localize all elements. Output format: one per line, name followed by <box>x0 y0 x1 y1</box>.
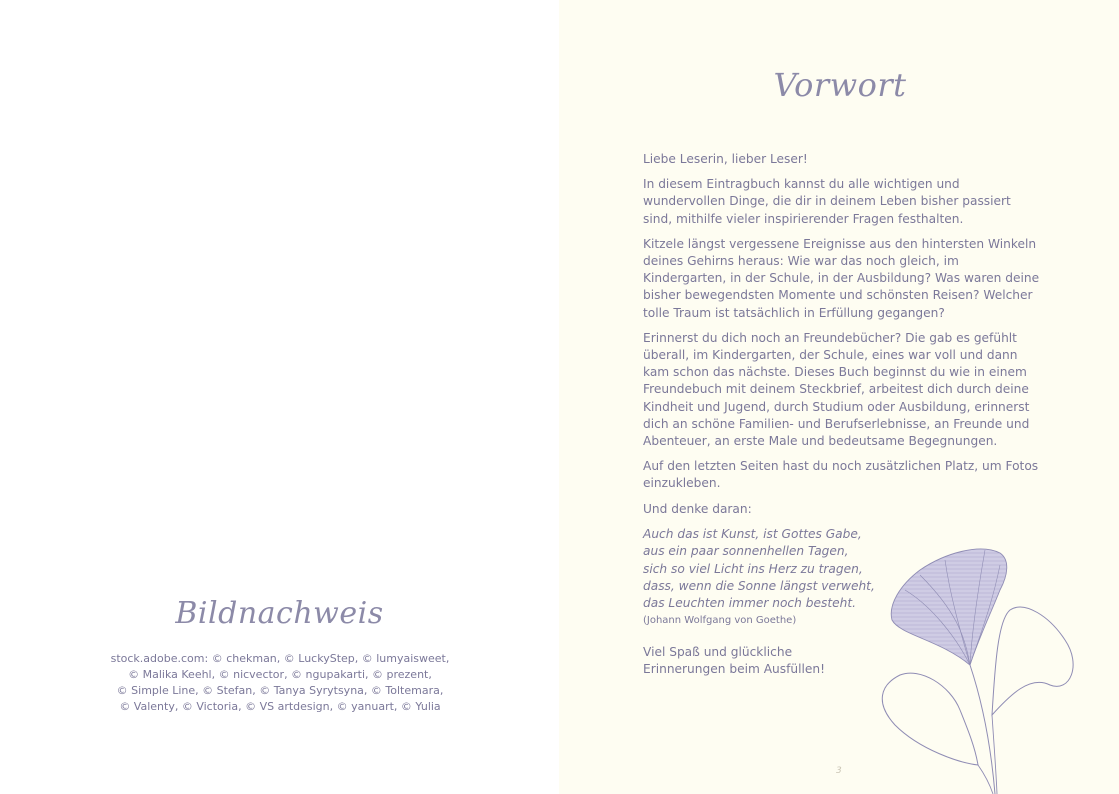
credits-line: © Valenty, © Victoria, © VS artdesign, © yanuart, © Yulia <box>119 700 441 713</box>
paragraph: Auf den letzten Seiten hast du noch zusätzlichen Platz, um Fotos einzukleben. <box>643 459 1039 491</box>
ginkgo-stem <box>970 665 995 794</box>
poem-line: aus ein paar sonnenhellen Tagen, <box>643 544 849 559</box>
paragraph: In diesem Eintragbuch kannst du alle wichtigen und wundervollen Dinge, die dir in deinem Leben bisher passiert sind, mithilfe vieler inspirierender Fragen festhalten. <box>643 177 1011 226</box>
poem-line: das Leuchten immer noch besteht. <box>643 596 856 611</box>
paragraph: Kitzele längst vergessene Ereignisse aus den hintersten Winkeln deines Gehirns heraus: Wie war das noch gleich, im Kindergarten, in der Schule, in der Ausbildung? Was waren deine bisher bewegendsten Momente und schönsten Reisen? Welcher tolle Traum ist tatsächlich in Erfüllung gegangen? <box>643 236 1040 320</box>
credits-line: © Malika Keehl, © nicvector, © ngupakarti, © prezent, <box>128 668 432 681</box>
ginkgo-outline-leaf <box>992 607 1073 715</box>
foreword-heading: Vorwort <box>773 66 907 104</box>
poem-line: sich so viel Licht ins Herz zu tragen, <box>643 561 863 576</box>
ginkgo-outline-leaf <box>882 673 978 765</box>
poem-source: (Johann Wolfgang von Goethe) <box>643 614 797 626</box>
greeting: Liebe Leserin, lieber Leser! <box>643 152 808 166</box>
closing-line: Erinnerungen beim Ausfüllen! <box>643 662 826 677</box>
credits-line: © Simple Line, © Stefan, © Tanya Syrytsyna, © Toltemara, <box>116 684 444 697</box>
paragraph: Erinnerst du dich noch an Freundebücher? Die gab es gefühlt überall, im Kindergarten, der Schule, eines war voll und dann kam schon das nächste. Dieses Buch beginnst du wie in einem Freundebuch mit deinem Steckbrief, arbeitest dich durch deine Kindheit und Jugend, durch Studium oder Ausbildung, erinnerst dich an schöne Familien- und Berufserlebnisse, an Freunde und Abenteuer, an erste Male und bedeutsame Begegnungen. <box>643 330 1030 449</box>
ginkgo-leaf-illustration <box>860 535 1090 794</box>
poem-line: dass, wenn die Sonne längst verweht, <box>643 579 875 594</box>
poem-line: Auch das ist Kunst, ist Gottes Gabe, <box>643 526 862 541</box>
page-number: 3 <box>836 766 842 776</box>
closing-line: Viel Spaß und glückliche <box>643 644 793 659</box>
credits-text <box>100 651 460 715</box>
ginkgo-stem <box>978 765 993 794</box>
paragraph: Und denke daran: <box>643 501 752 516</box>
credits-line: stock.adobe.com: © chekman, © LuckyStep, © lumyaisweet, <box>110 652 450 665</box>
ginkgo-stem <box>992 715 997 794</box>
credits-heading: Bildnachweis <box>175 596 384 631</box>
